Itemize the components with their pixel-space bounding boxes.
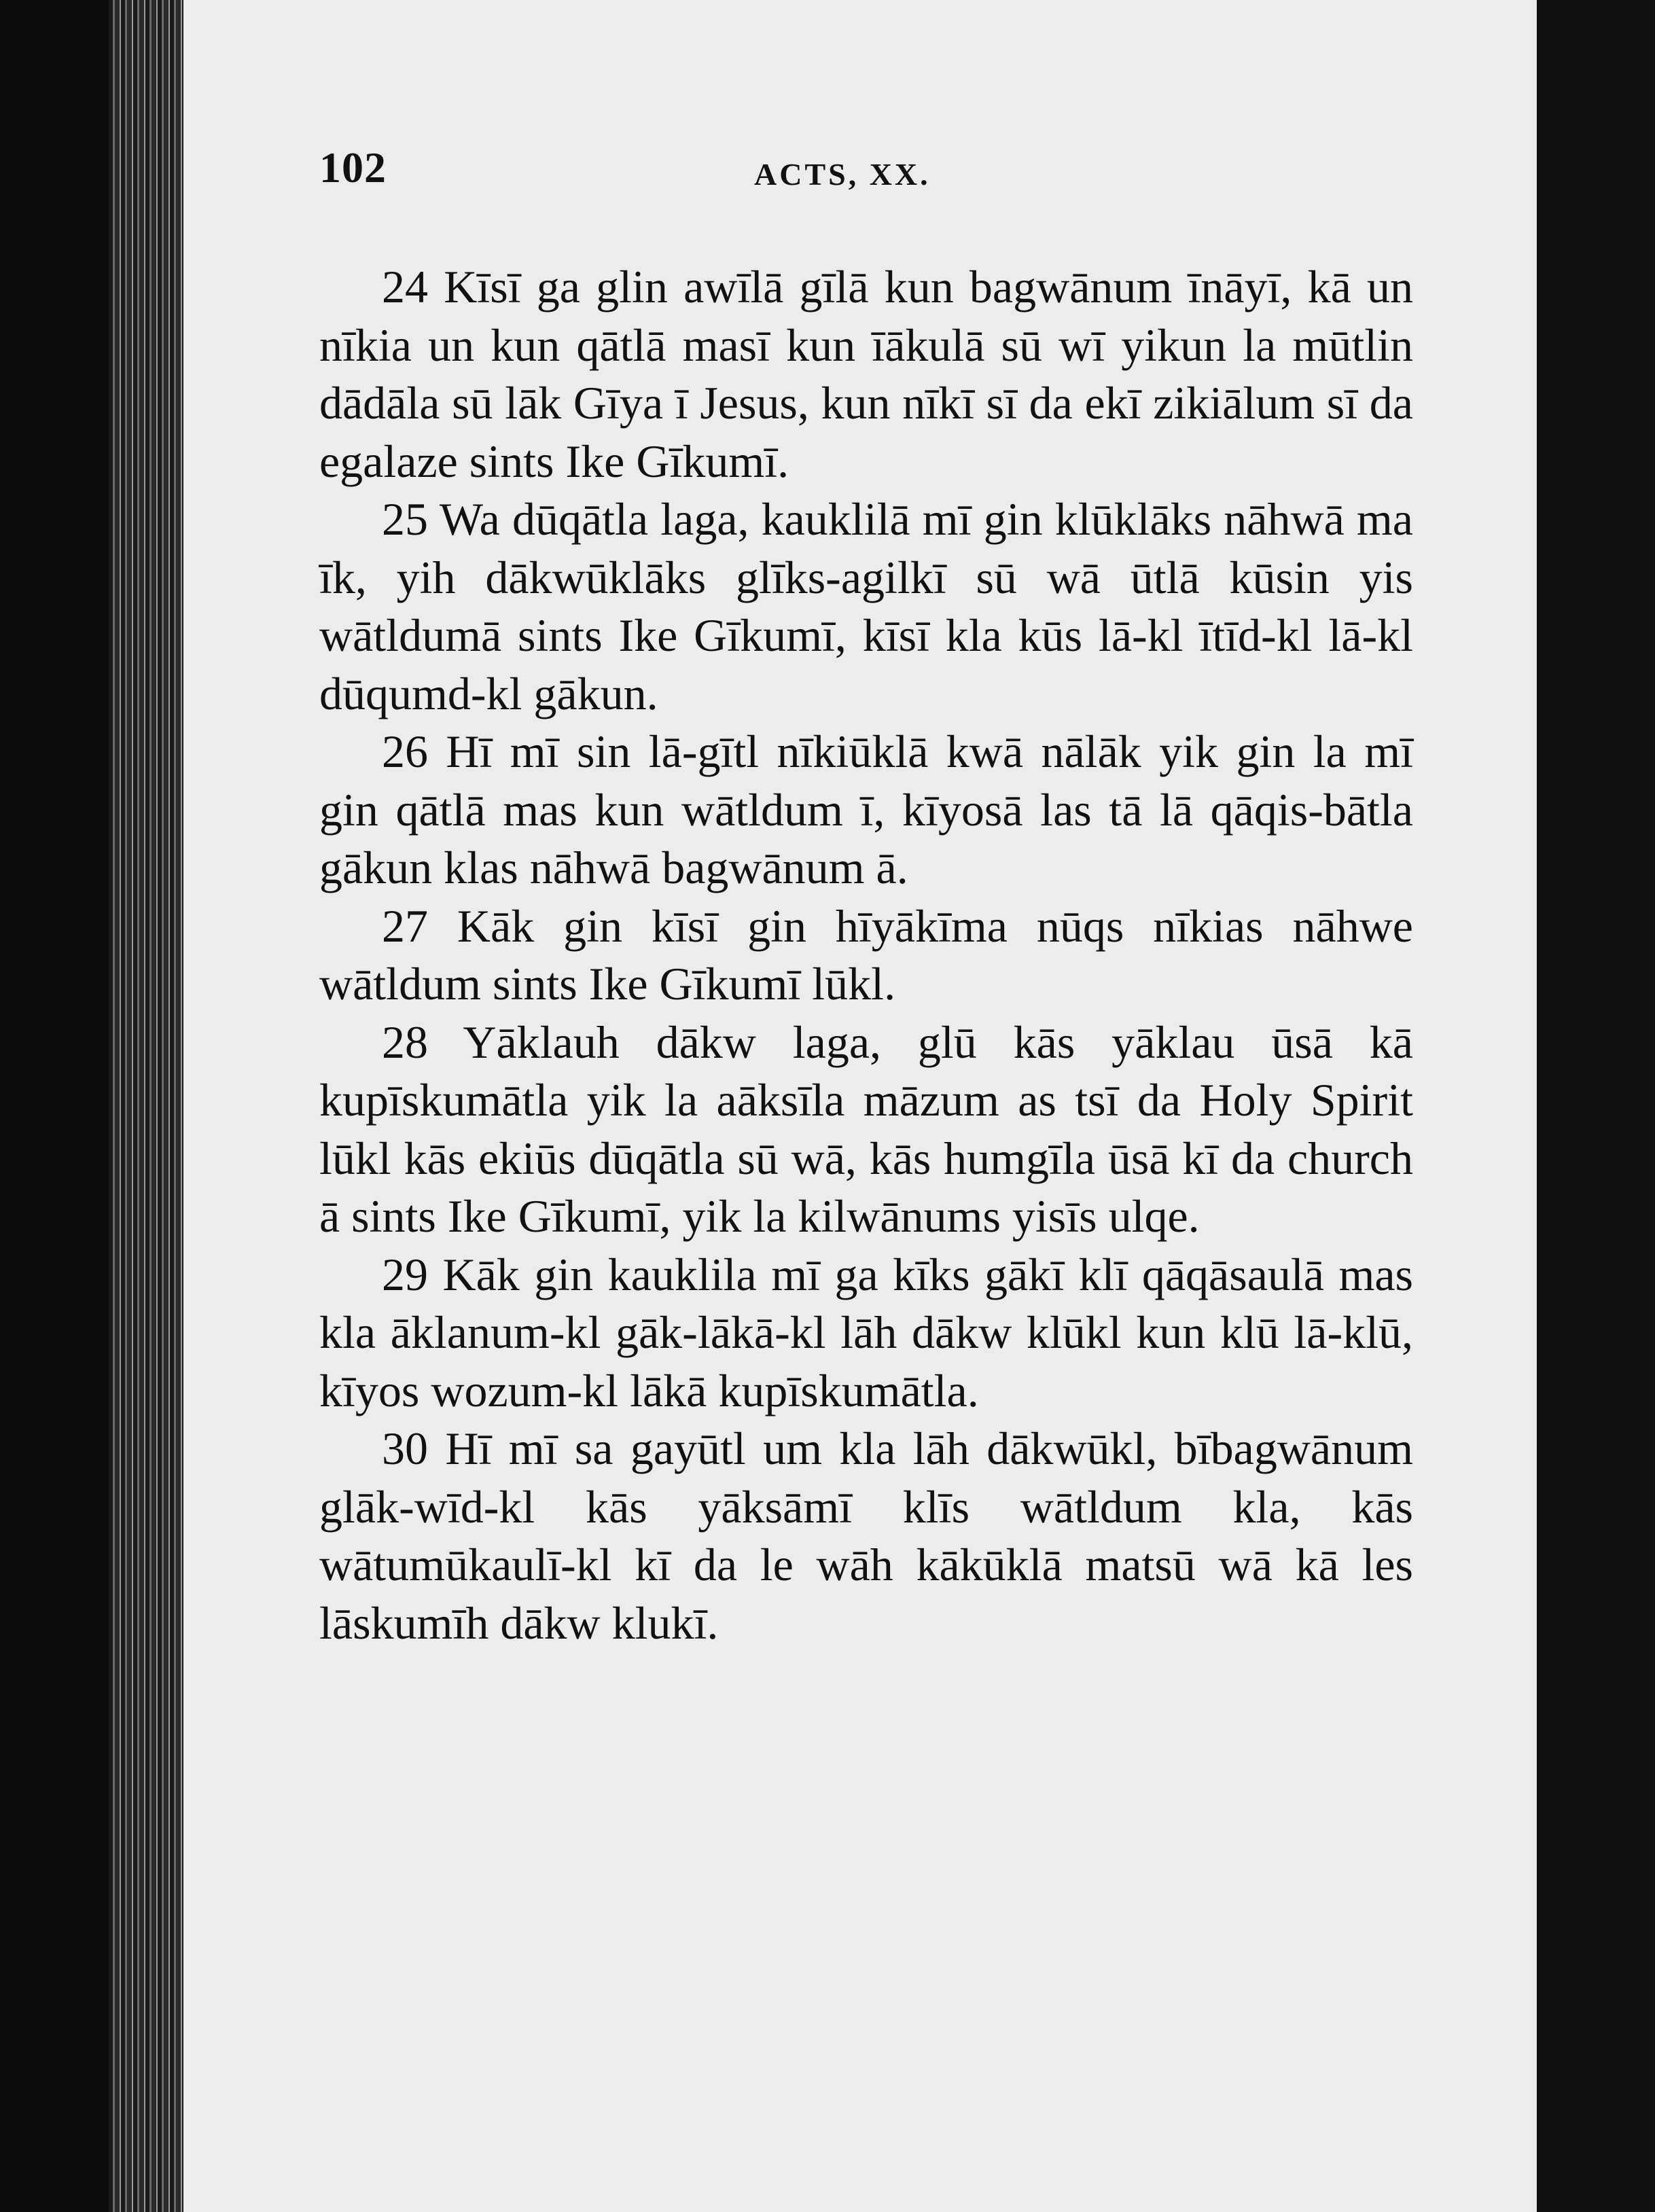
book-spine-edge-left [0,0,109,2212]
page-stack-edges-left [109,0,183,2212]
running-head: ACTS, XX. [754,157,931,192]
verse-25: 25 Wa dūqātla laga, kauklilā mī gin klūklāks nāhwā ma īk, yih dākwūklāks glīks-agilkī sū wā ūtlā kūsin yis wātldumā sints Ike Gīkumī, kīsī kla kūs lā-kl ītīd-kl lā-kl dūqumd-kl gākun. [319,493,1413,719]
verse-28: 28 Yāklauh dākw laga, glū kās yāklau ūsā kā kupīskumātla yik la aāksīla māzum as tsī da Holy Spirit lūkl kās ekiūs dūqātla sū wā, kās humgīla ūsā kī da church ā sints Ike Gīkumī, yik la kilwānums yisīs ulqe. [319,1016,1413,1242]
verse-30: 30 Hī mī sa gayūtl um kla lāh dākwūkl, bībagwānum glāk-wīd-kl kās yāksāmī klīs wātldum kla, kās wātumūkaulī-kl kī da le wāh kākūklā matsū wā kā les lāskumīh dākw klukī. [319,1423,1413,1649]
verse-27: 27 Kāk gin kīsī gin hīyākīma nūqs nīkias nāhwe wātldum sints Ike Gīkumī lūkl. [319,899,1413,1010]
verse-26: 26 Hī mī sin lā-gītl nīkiūklā kwā nālāk yik gin la mī gin qātlā mas kun wātldum ī, kīyosā las tā lā qāqis-bātla gākun klas nāhwā bagwānum ā. [319,726,1413,893]
book-edge-right [1537,0,1655,2212]
verse-24: 24 Kīsī ga glin awīlā gīlā kun bagwānum īnāyī, kā un nīkia un kun qātlā masī kun īākulā sū wī yikun la mūtlin dādāla sū lāk Gīya ī Jesus, kun nīkī sī da ekī zikiālum sī da egalaze sints Ike Gīkumī. [319,261,1413,487]
page-number: 102 [319,143,387,192]
page-header [319,143,1420,190]
body-text [319,258,1413,1652]
verse-29: 29 Kāk gin kauklila mī ga kīks gākī klī qāqāsaulā mas kla āklanum-kl gāk-lākā-kl lāh dākw klūkl kun klū lā-klū, kīyos wozum-kl lākā kupīskumātla. [319,1248,1413,1416]
